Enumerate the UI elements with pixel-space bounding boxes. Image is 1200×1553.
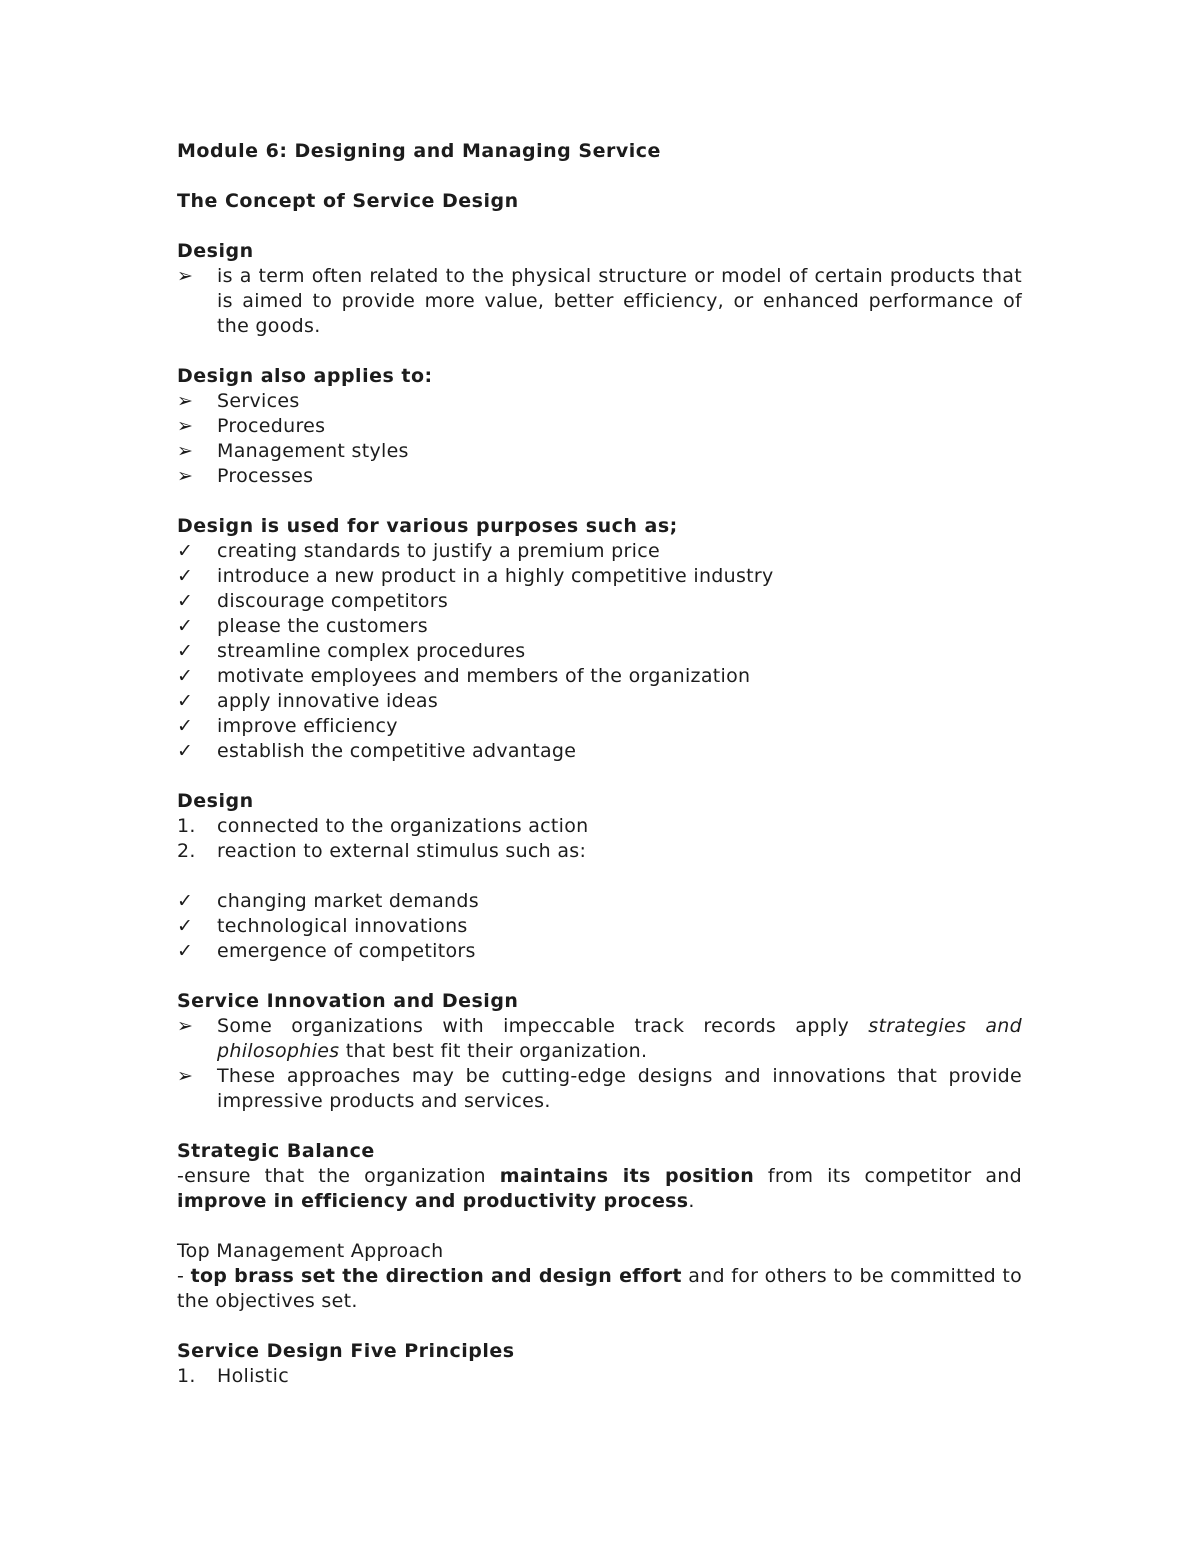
- check-bullet-icon: ✓: [177, 940, 194, 962]
- list-item-label: Services: [217, 390, 300, 412]
- list-item: [177, 664, 1022, 689]
- five-principles-heading: Service Design Five Principles: [177, 1340, 515, 1362]
- list-item-label: discourage competitors: [217, 590, 449, 612]
- list-item-label: introduce a new product in a highly competitive industry: [217, 565, 774, 587]
- list-item: [177, 639, 1022, 664]
- list-item-label: Management styles: [217, 440, 409, 462]
- list-item-label: motivate employees and members of the organization: [217, 665, 751, 687]
- list-item: [177, 439, 1022, 464]
- list-item-label: Procedures: [217, 415, 326, 437]
- list-item: [177, 889, 1022, 914]
- text-segment: that best fit their organization.: [339, 1040, 648, 1062]
- arrow-bullet-icon: ➢: [177, 1015, 194, 1037]
- text-segment: -: [177, 1265, 191, 1287]
- list-item-label: apply innovative ideas: [217, 690, 439, 712]
- design-applies-list: [177, 389, 1022, 489]
- text-segment: -ensure that the organization: [177, 1165, 500, 1187]
- arrow-bullet-icon: ➢: [177, 440, 194, 462]
- stimuli-list: [177, 889, 1022, 964]
- list-item-label: creating standards to justify a premium price: [217, 540, 660, 562]
- bold-segment: improve in efficiency and productivity process: [177, 1190, 689, 1212]
- list-item: [177, 714, 1022, 739]
- list-item-label: changing market demands: [217, 890, 479, 912]
- design-purposes-list: [177, 539, 1022, 764]
- arrow-bullet-icon: ➢: [177, 1065, 194, 1087]
- list-number: 2.: [177, 840, 196, 862]
- check-bullet-icon: ✓: [177, 590, 194, 612]
- concept-title: The Concept of Service Design: [177, 190, 519, 212]
- list-item: [177, 914, 1022, 939]
- italic-segment: strategies and philosophies: [217, 1015, 1023, 1062]
- check-bullet-icon: ✓: [177, 565, 194, 587]
- service-innovation-text-2: These approaches may be cutting-edge designs and innovations that provide impressive products and services.: [217, 1065, 1022, 1112]
- design-purposes-heading: Design is used for various purposes such as;: [177, 515, 678, 537]
- strategic-balance-paragraph: [177, 1164, 1022, 1214]
- check-bullet-icon: ✓: [177, 740, 194, 762]
- list-item: [177, 564, 1022, 589]
- list-item: [177, 414, 1022, 439]
- service-innovation-bullet-2: [177, 1064, 1022, 1114]
- text-segment: .: [688, 1190, 695, 1212]
- service-innovation-heading: Service Innovation and Design: [177, 990, 519, 1012]
- list-item: [177, 814, 1022, 839]
- check-bullet-icon: ✓: [177, 715, 194, 737]
- text-segment: and for others to be committed to the objectives set.: [177, 1265, 1022, 1312]
- list-number: 1.: [177, 1365, 196, 1387]
- list-item: [177, 589, 1022, 614]
- design-numbered-list: [177, 814, 1022, 864]
- list-item-label: streamline complex procedures: [217, 640, 526, 662]
- list-item: [177, 614, 1022, 639]
- check-bullet-icon: ✓: [177, 915, 194, 937]
- list-item: [177, 539, 1022, 564]
- list-item: [177, 464, 1022, 489]
- arrow-bullet-icon: ➢: [177, 390, 194, 412]
- five-principles-list: [177, 1364, 1022, 1389]
- list-item: [177, 1364, 1022, 1389]
- check-bullet-icon: ✓: [177, 540, 194, 562]
- design-definition-heading: Design: [177, 240, 254, 262]
- design-applies-heading: Design also applies to:: [177, 365, 433, 387]
- top-management-paragraph: [177, 1264, 1022, 1314]
- service-innovation-bullet-1: [177, 1014, 1022, 1064]
- list-number: 1.: [177, 815, 196, 837]
- list-item: [177, 389, 1022, 414]
- list-item: [177, 689, 1022, 714]
- list-item-label: reaction to external stimulus such as:: [217, 840, 587, 862]
- design-definition-text: is a term often related to the physical structure or model of certain products that is aimed to provide more value, better efficiency, or enhanced performance of the goods.: [217, 265, 1022, 337]
- list-item-label: please the customers: [217, 615, 428, 637]
- strategic-balance-heading: Strategic Balance: [177, 1140, 375, 1162]
- check-bullet-icon: ✓: [177, 890, 194, 912]
- check-bullet-icon: ✓: [177, 690, 194, 712]
- check-bullet-icon: ✓: [177, 640, 194, 662]
- list-item: [177, 839, 1022, 864]
- list-item-label: establish the competitive advantage: [217, 740, 577, 762]
- bold-segment: top brass set the direction and design effort: [190, 1265, 682, 1287]
- list-item: [177, 739, 1022, 764]
- list-item-label: Holistic: [217, 1365, 289, 1387]
- arrow-bullet-icon: ➢: [177, 415, 194, 437]
- list-item-label: emergence of competitors: [217, 940, 476, 962]
- text-segment: Some organizations with impeccable track records apply: [217, 1015, 869, 1037]
- list-item-label: connected to the organizations action: [217, 815, 589, 837]
- top-management-heading: Top Management Approach: [177, 1240, 444, 1262]
- check-bullet-icon: ✓: [177, 615, 194, 637]
- module-title: Module 6: Designing and Managing Service: [177, 140, 661, 162]
- list-item-label: Processes: [217, 465, 314, 487]
- design-numbered-heading: Design: [177, 790, 254, 812]
- text-segment: from its competitor and: [754, 1165, 1023, 1187]
- arrow-bullet-icon: ➢: [177, 465, 194, 487]
- bold-segment: maintains its position: [499, 1165, 755, 1187]
- service-innovation-text-1: [217, 1014, 1022, 1064]
- list-item-label: technological innovations: [217, 915, 468, 937]
- list-item-label: improve efficiency: [217, 715, 398, 737]
- check-bullet-icon: ✓: [177, 665, 194, 687]
- design-definition-bullet: [177, 264, 1022, 339]
- list-item: [177, 939, 1022, 964]
- arrow-bullet-icon: ➢: [177, 265, 194, 287]
